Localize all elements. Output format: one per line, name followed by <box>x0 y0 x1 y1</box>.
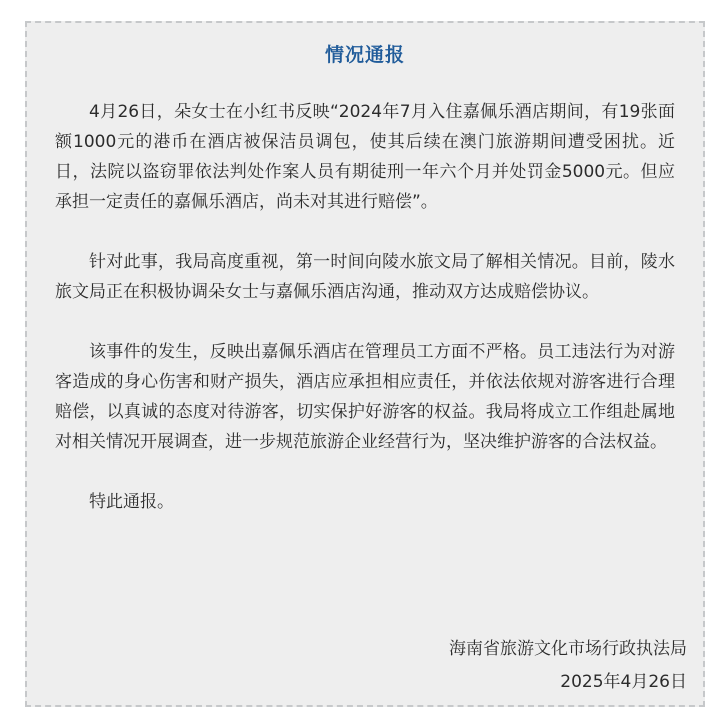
paragraph-incident: 4月26日，朵女士在小红书反映“2024年7月入住嘉佩乐酒店期间，有19张面额1000元的港币在酒店被保洁员调包，使其后续在澳门旅游期间遭受困扰。近日，法院以盗窃罪依法判处作案人员有期徒刑一年六个月并处罚金5000元。但应承担一定责任的嘉佩乐酒店，尚未对其进行赔偿”。 <box>55 102 675 212</box>
issuer-name: 海南省旅游文化市场行政执法局 <box>449 639 687 659</box>
paragraph-response: 针对此事，我局高度重视，第一时间向陵水旅文局了解相关情况。目前，陵水旅文局正在积极协调朵女士与嘉佩乐酒店沟通，推动双方达成赔偿协议。 <box>55 252 675 302</box>
paragraph-closing: 特此通报。 <box>89 492 174 512</box>
signature-block <box>449 633 687 699</box>
notice-box <box>25 21 705 707</box>
paragraph-assessment: 该事件的发生，反映出嘉佩乐酒店在管理员工方面不严格。员工违法行为对游客造成的身心伤害和财产损失，酒店应承担相应责任，并依法依规对游客进行合理赔偿，以真诚的态度对待游客，切实保护好游客的权益。我局将成立工作组赴属地对相关情况开展调查，进一步规范旅游企业经营行为，坚决维护游客的合法权益。 <box>55 342 675 452</box>
notice-title: 情况通报 <box>324 44 405 66</box>
issue-date: 2025年4月26日 <box>560 672 687 692</box>
